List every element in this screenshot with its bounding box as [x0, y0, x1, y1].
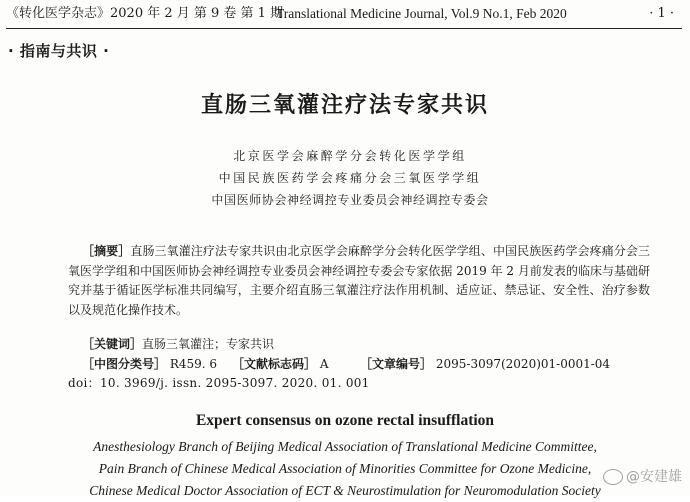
author-list-en [0, 436, 690, 502]
header-rule [6, 28, 682, 29]
abstract-label: ［摘要］ [82, 244, 131, 258]
author-list-cn [170, 145, 530, 211]
running-header-journal-en: Translational Medicine Journal, Vol.9 No.1, Feb 2020 [276, 6, 567, 21]
article-title-cn: 直肠三氧灌注疗法专家共识 [200, 93, 489, 118]
author-cn-1: 北京医学会麻醉学分会转化医学学组 [233, 149, 467, 163]
author-en-1: Anesthesiology Branch of Beijing Medical Association of Translational Medicine Committee, [93, 439, 597, 454]
doc-code-value: A [319, 357, 329, 371]
author-en-3: Chinese Medical Doctor Association of ECT & Neurostimulation for Neuromodulation Society [89, 483, 601, 498]
clc-label: ［中图分类号］ [82, 357, 167, 371]
author-en-2: Pain Branch of Chinese Medical Association of Minorities Committee for Ozone Medicine, [98, 461, 592, 476]
running-header [6, 4, 674, 26]
keywords-text: 直肠三氧灌注；专家共识 [142, 337, 275, 351]
abstract [68, 242, 650, 320]
article-title-en: Expert consensus on ozone rectal insufflation [195, 412, 495, 429]
running-header-journal-cn: 《转化医学杂志》2020 年 2 月 第 9 卷 第 1 期 [6, 6, 284, 21]
page-number: · 1 · [649, 6, 674, 21]
article-number-label: ［文章编号］ [360, 357, 433, 371]
watermark-text: @安建雄 [626, 469, 682, 485]
doi: doi：10. 3969/j. issn. 2095-3097. 2020. 01. 001 [68, 376, 370, 390]
keywords-label: ［关键词］ [82, 337, 143, 351]
weibo-icon [603, 469, 623, 485]
author-cn-2: 中国民族医药学会疼痛分会三氧医学学组 [218, 171, 482, 185]
clc-value: R459. 6 [169, 357, 218, 371]
author-cn-3: 中国医师协会神经调控专业委员会神经调控专委会 [211, 193, 489, 207]
doc-code-label: ［文献标志码］ [232, 357, 317, 371]
section-label: · 指南与共识 · [8, 42, 110, 60]
article-number-value: 2095-3097(2020)01-0001-04 [435, 357, 611, 371]
abstract-text: 直肠三氧灌注疗法专家共识由北京医学会麻醉学分会转化医学学组、中国民族医药学会疼痛分会三氧医学学组和中国医师协会神经调控专业委员会神经调控专委会专家依据 2019 年 2 月前发表的临床与基础研究并基于循证医学标准共同编写，主要介绍直肠三氧灌注疗法作用机制、适应证、禁忌证、安全性、治疗参数以及规范化操作技术。 [68, 244, 650, 317]
watermark [603, 466, 682, 486]
